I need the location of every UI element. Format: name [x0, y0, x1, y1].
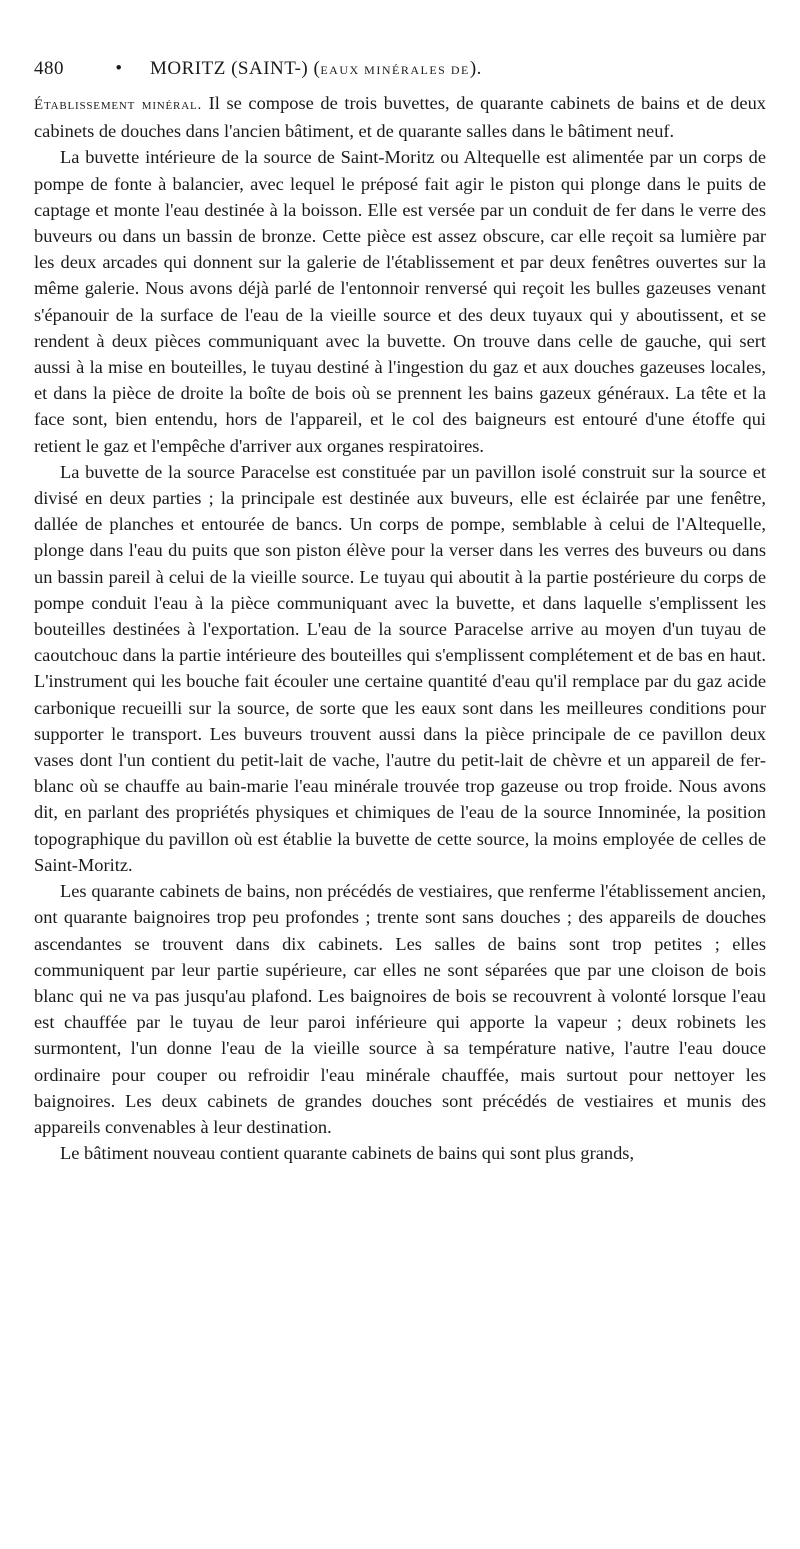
running-title-small: EAUX MINÉRALES DE: [320, 63, 470, 77]
header-bullet: •: [115, 58, 123, 79]
section-lead: Établissement minéral.: [34, 97, 203, 113]
paragraph-1: [34, 90, 766, 144]
running-title-main: MORITZ (SAINT-) (: [150, 58, 321, 79]
paragraph-4: Les quarante cabinets de bains, non précédés de vestiaires, que renferme l'établissement ancien, ont quarante baignoires trop peu profondes ; trente sont sans douches ; des appareils de douches ascendantes se trouvent dans dix cabinets. Les salles de bains sont trop petites ; elles communiquent par leur partie supérieure, car elles ne sont séparées que par une cloison de bois blanc qui ne va pas jusqu'au plafond. Les baignoires de bois se recouvrent à volonté lorsque l'eau est chauffée par le tuyau de leur paroi inférieure qui apporte la vapeur ; deux robinets les surmontent, l'un donne l'eau de la vieille source à sa température native, l'autre l'eau douce ordinaire pour couper ou refroidir l'eau minérale chauffée, mais surtout pour nettoyer les baignoires. Les deux cabinets de grandes douches sont précédés de vestiaires et munis des appareils convenables à leur destination.: [34, 881, 766, 1137]
paragraph-1-text: Il se compose de trois buvettes, de quarante cabinets de bains et de deux cabinets de douches dans l'ancien bâtiment, et de quarante salles dans le bâtiment neuf.: [34, 93, 766, 142]
paragraph-2: La buvette intérieure de la source de Saint-Moritz ou Altequelle est alimentée par un corps de pompe de fonte à balancier, avec lequel le préposé fait agir le piston qui plonge dans le puits de captage et monte l'eau destinée à la boisson. Elle est versée par un conduit de fer dans le verre des buveurs ou dans un bassin de bronze. Cette pièce est assez obscure, car elle reçoit sa lumière par les deux arcades qui donnent sur la galerie de l'établissement et par deux fenêtres ouvertes sur la même galerie. Nous avons déjà parlé de l'entonnoir renversé qui reçoit les bulles gazeuses venant s'épanouir de la surface de l'eau de la vieille source et des deux tuyaux qui y aboutissent, et se rendent à deux pièces communiquant avec la buvette. On trouve dans celle de gauche, qui sert aussi à la mise en bouteilles, le tuyau destiné à l'ingestion du gaz et aux douches gazeuses locales, et dans la pièce de droite la boîte de bois où se prennent les bains gazeux généraux. La tête et la face sont, bien entendu, hors de l'appareil, et le col des baigneurs est entouré d'une étoffe qui retient le gaz et l'empêche d'arriver aux organes respiratoires.: [34, 147, 766, 456]
body-text: [34, 90, 766, 1166]
running-header: [34, 58, 766, 90]
running-title-end: ).: [469, 58, 482, 79]
page-number: 480: [34, 58, 64, 79]
paragraph-5: Le bâtiment nouveau contient quarante cabinets de bains qui sont plus grands,: [60, 1143, 635, 1164]
running-title: [144, 58, 766, 80]
paragraph-3: La buvette de la source Paracelse est constituée par un pavillon isolé construit sur la source et divisé en deux parties ; la principale est destinée aux buveurs, elle est éclairée par une fenêtre, dallée de planches et entourée de bancs. Un corps de pompe, semblable à celui de l'Altequelle, plonge dans l'eau du puits que son piston élève pour la verser dans les verres des buveurs ou dans un bassin pareil à celui de la vieille source. Le tuyau qui aboutit à la partie postérieure du corps de pompe conduit l'eau à la pièce communiquant avec la buvette, et dans laquelle s'emplissent les bouteilles destinées à l'exportation. L'eau de la source Paracelse arrive au moyen d'un tuyau de caoutchouc dans la partie intérieure des bouteilles qui s'emplissent complétement et de bas en haut. L'instrument qui les bouche fait écouler une certaine quantité d'eau qu'il remplace par du gaz acide carbonique recueilli sur la source, de sorte que les eaux sont dans les meilleures conditions pour supporter le transport. Les buveurs trouvent aussi dans la pièce principale de ce pavillon deux vases dont l'un contient du petit-lait de vache, l'autre du petit-lait de chèvre et un appareil de fer-blanc où se chauffe au bain-marie l'eau minérale trouvée trop gazeuse ou trop froide. Nous avons dit, en parlant des propriétés physiques et chimiques de l'eau de la source Innominée, la position topographique du pavillon où est établie la buvette de cette source, la moins employée de celles de Saint-Moritz.: [34, 461, 766, 875]
page: [34, 58, 766, 1166]
